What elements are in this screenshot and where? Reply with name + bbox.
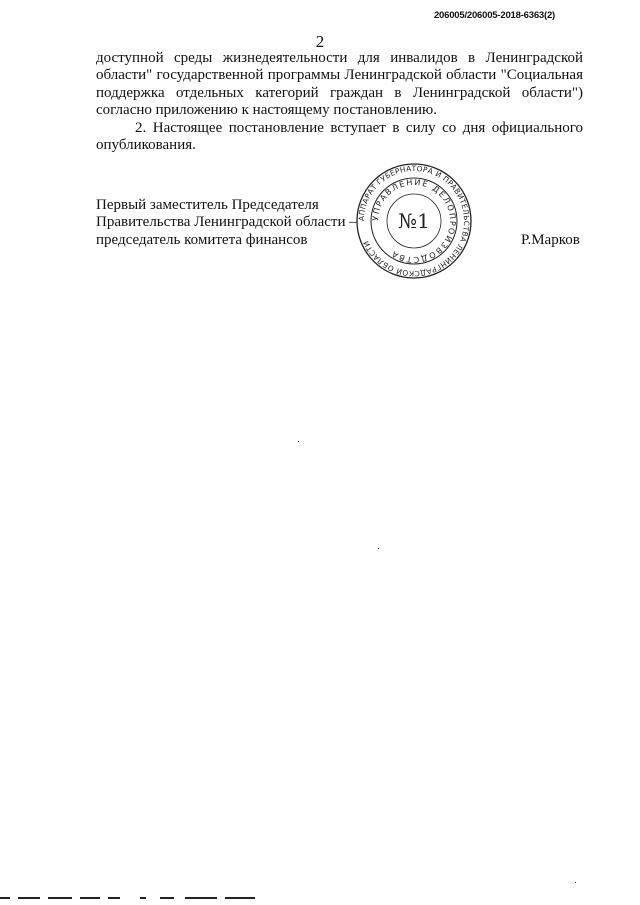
signatory-title [96, 197, 357, 249]
scan-edge-mark [225, 897, 255, 899]
paragraph-effective-date: 2. Настоящее постановление вступает в силу со дня официального опубликования. [96, 119, 583, 154]
scan-edge-marks [0, 895, 260, 901]
scan-speck [298, 441, 299, 442]
document-body [96, 50, 583, 154]
stamp-number: №1 [398, 209, 430, 233]
stamp-inner-text: УПРАВЛЕНИЕ ДЕЛОПРОИЗВОДСТВА [370, 177, 458, 265]
scan-edge-mark [80, 897, 100, 899]
scan-edge-mark [18, 897, 40, 899]
scan-edge-mark [140, 897, 146, 899]
official-stamp [355, 162, 473, 280]
signatory-title-line2: Правительства Ленинградской области – [96, 214, 357, 231]
page-number: 2 [315, 32, 325, 51]
document-code: 206005/206005-2018-6363(2) [433, 10, 555, 21]
scan-edge-mark [185, 897, 217, 899]
scan-edge-mark [0, 897, 10, 899]
stamp-outer-text: АППАРАТ ГУБЕРНАТОРА И ПРАВИТЕЛЬСТВА ЛЕНИНГРАДСКОЙ ОБЛАСТИ [356, 163, 472, 279]
signatory-title-line3: председатель комитета финансов [96, 231, 308, 248]
scan-edge-mark [160, 897, 174, 899]
signatory-name: Р.Марков [521, 232, 580, 248]
scan-edge-mark [108, 897, 120, 899]
scan-speck [575, 882, 576, 883]
scan-speck [378, 548, 379, 549]
paragraph-continuation: доступной среды жизнедеятельности для инвалидов в Ленинградской области" государственной программы Ленинградской области "Социальная поддержка отдельных категорий граждан в Ленинградской области") согласно приложению к настоящему постановлению. [96, 50, 583, 119]
signatory-title-line1: Первый заместитель Председателя [96, 197, 319, 213]
scan-edge-mark [48, 897, 72, 899]
